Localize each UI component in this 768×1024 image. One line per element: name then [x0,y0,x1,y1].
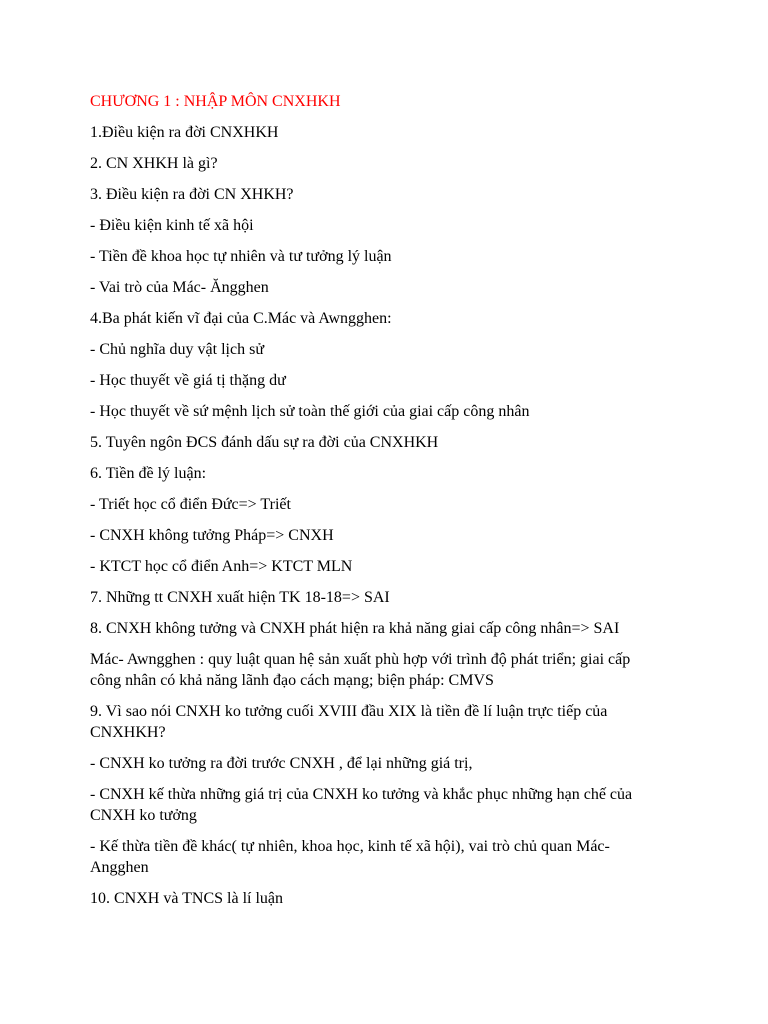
paragraph: - Học thuyết về sứ mệnh lịch sử toàn thế giới của giai cấp công nhân [90,403,530,420]
paragraph: 10. CNXH và TNCS là lí luận [90,890,284,907]
paragraph: 1.Điều kiện ra đời CNXHKH [90,124,279,141]
paragraph: - Tiền đề khoa học tự nhiên và tư tưởng lý luận [90,248,392,265]
paragraph: - Triết học cổ điển Đức=> Triết [90,496,291,513]
paragraph: Mác- Awngghen : quy luật quan hệ sản xuất phù hợp với trình độ phát triển; giai cấp công nhân có khả năng lãnh đạo cách mạng; biện pháp: CMVS [90,651,631,689]
paragraph: - CNXH kế thừa những giá trị của CNXH ko tưởng và khắc phục những hạn chế của CNXH ko tưởng [90,786,633,824]
paragraph: - Chủ nghĩa duy vật lịch sử [90,341,264,358]
paragraph: 9. Vì sao nói CNXH ko tưởng cuối XVIII đầu XIX là tiền đề lí luận trực tiếp của CNXHKH? [90,703,608,741]
paragraph: 3. Điều kiện ra đời CN XHKH? [90,186,294,203]
paragraph: 5. Tuyên ngôn ĐCS đánh dấu sự ra đời của CNXHKH [90,434,439,451]
paragraph: - Học thuyết về giá tị thặng dư [90,372,286,389]
paragraph: 7. Những tt CNXH xuất hiện TK 18-18=> SAI [90,589,390,606]
paragraph: 4.Ba phát kiến vĩ đại của C.Mác và Awngghen: [90,310,392,327]
paragraph: - CNXH ko tưởng ra đời trước CNXH , để lại những giá trị, [90,755,473,772]
paragraph: 6. Tiền đề lý luận: [90,465,207,482]
paragraph: - KTCT học cổ điển Anh=> KTCT MLN [90,558,353,575]
paragraph: - Điều kiện kinh tế xã hội [90,217,254,234]
paragraph: 2. CN XHKH là gì? [90,155,218,172]
paragraph: - Vai trò của Mác- Ăngghen [90,279,269,296]
chapter-heading: CHƯƠNG 1 : NHẬP MÔN CNXHKH [90,93,341,110]
paragraph: - CNXH không tưởng Pháp=> CNXH [90,527,334,544]
document-page [90,91,650,919]
paragraph: - Kế thừa tiền đề khác( tự nhiên, khoa học, kinh tế xã hội), vai trò chủ quan Mác-Angghen [90,838,610,876]
paragraph: 8. CNXH không tưởng và CNXH phát hiện ra khả năng giai cấp công nhân=> SAI [90,620,620,637]
